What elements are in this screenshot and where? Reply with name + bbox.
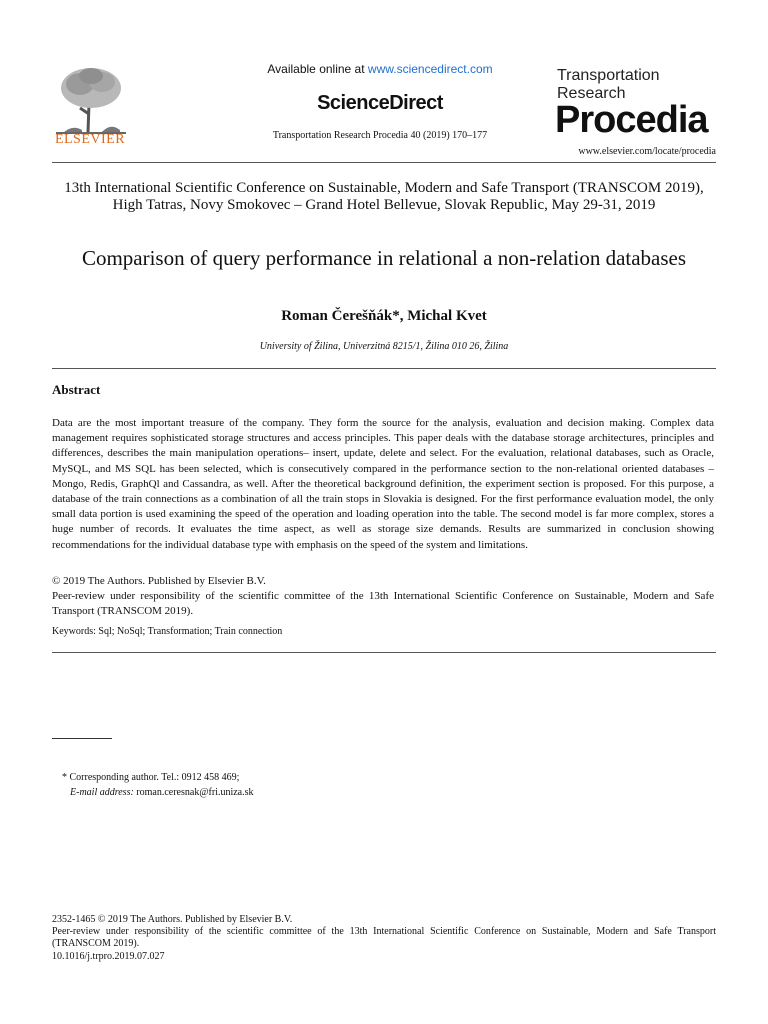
sciencedirect-title: ScienceDirect xyxy=(317,92,443,114)
doi[interactable]: 10.1016/j.trpro.2019.07.027 xyxy=(52,951,165,962)
available-prefix: Available online at xyxy=(267,62,368,76)
footnote-divider xyxy=(52,738,112,739)
conference-info: 13th International Scientific Conference on Sustainable, Modern and Safe Transport (TRANSCOM 2019), High Tatras, Novy Smokovec – Grand Hotel Bellevue, Slovak Republic, May 29-31, 2019 xyxy=(64,180,704,213)
email-address[interactable]: roman.ceresnak@fri.uniza.sk xyxy=(136,787,254,798)
journal-logo-line1: Transportation xyxy=(557,67,660,84)
issn-line: 2352-1465 © 2019 The Authors. Published by Elsevier B.V. xyxy=(52,914,293,925)
journal-logo-procedia: Procedia xyxy=(555,99,708,141)
affiliation: University of Žilina, Univerzitná 8215/1, Žilina 010 26, Žilina xyxy=(259,341,509,352)
elsevier-wordmark: ELSEVIER xyxy=(54,132,126,147)
copyright-notice: © 2019 The Authors. Published by Elsevier B.V. xyxy=(52,575,266,587)
header-divider xyxy=(52,162,716,163)
abstract-body: Data are the most important treasure of the company. They form the source for the analysis, evaluation and decision making. Complex data management requires sophisticated storage structures and access principles. This paper deals with the database storage architectures, principles and differences, describes the main manipulation operations– insert, update, delete and select. For the evaluation, relational databases, such as Oracle, MySQL, and MS SQL has been selected, which is consecutively compared in the performance section to the non-relational oriented databases – Mongo, Redis, GraphQl and Cassandra, as well. After the theoretical background definition, the experiment section is proposed. For this purpose, a database of the train connections as a combination of all the train stops in Slovakia is designed. For the first performance evaluation model, the only small data portion is used examining the speed of the operation and loading operation into the table. The second model is far more complex, stores a huge number of records. It evaluates the time aspect, as well as storage size demands. Results are summarized in conclusion showing recommendations for the individual database type with emphasis on the speed of the system and limitations. xyxy=(52,417,714,551)
authors: Roman Čerešňák*, Michal Kvet xyxy=(281,308,487,324)
email-label: E-mail address: xyxy=(70,787,134,798)
journal-reference: Transportation Research Procedia 40 (2019) 170–177 xyxy=(272,130,488,141)
peer-review-notice: Peer-review under responsibility of the scientific committee of the 13th International Scientific Conference on Sustainable, Modern and Safe Transport (TRANSCOM 2019). xyxy=(52,590,714,617)
corresponding-author: * Corresponding author. Tel.: 0912 458 469; xyxy=(62,772,240,783)
abstract-top-divider xyxy=(52,368,716,369)
available-online xyxy=(200,62,560,76)
paper-title: Comparison of query performance in relational a non-relation databases xyxy=(81,246,687,270)
abstract-bottom-divider xyxy=(52,652,716,653)
keywords: Keywords: Sql; NoSql; Transformation; Train connection xyxy=(52,626,283,637)
abstract-heading: Abstract xyxy=(52,382,101,397)
sciencedirect-link[interactable]: www.sciencedirect.com xyxy=(367,62,493,76)
journal-logo-line2: Research xyxy=(557,85,626,102)
email-line xyxy=(70,787,254,798)
bottom-peer-review: Peer-review under responsibility of the scientific committee of the 13th International Scientific Conference on Sustainable, Modern and Safe Transport (TRANSCOM 2019). xyxy=(52,926,716,949)
journal-url[interactable]: www.elsevier.com/locate/procedia xyxy=(578,146,716,157)
